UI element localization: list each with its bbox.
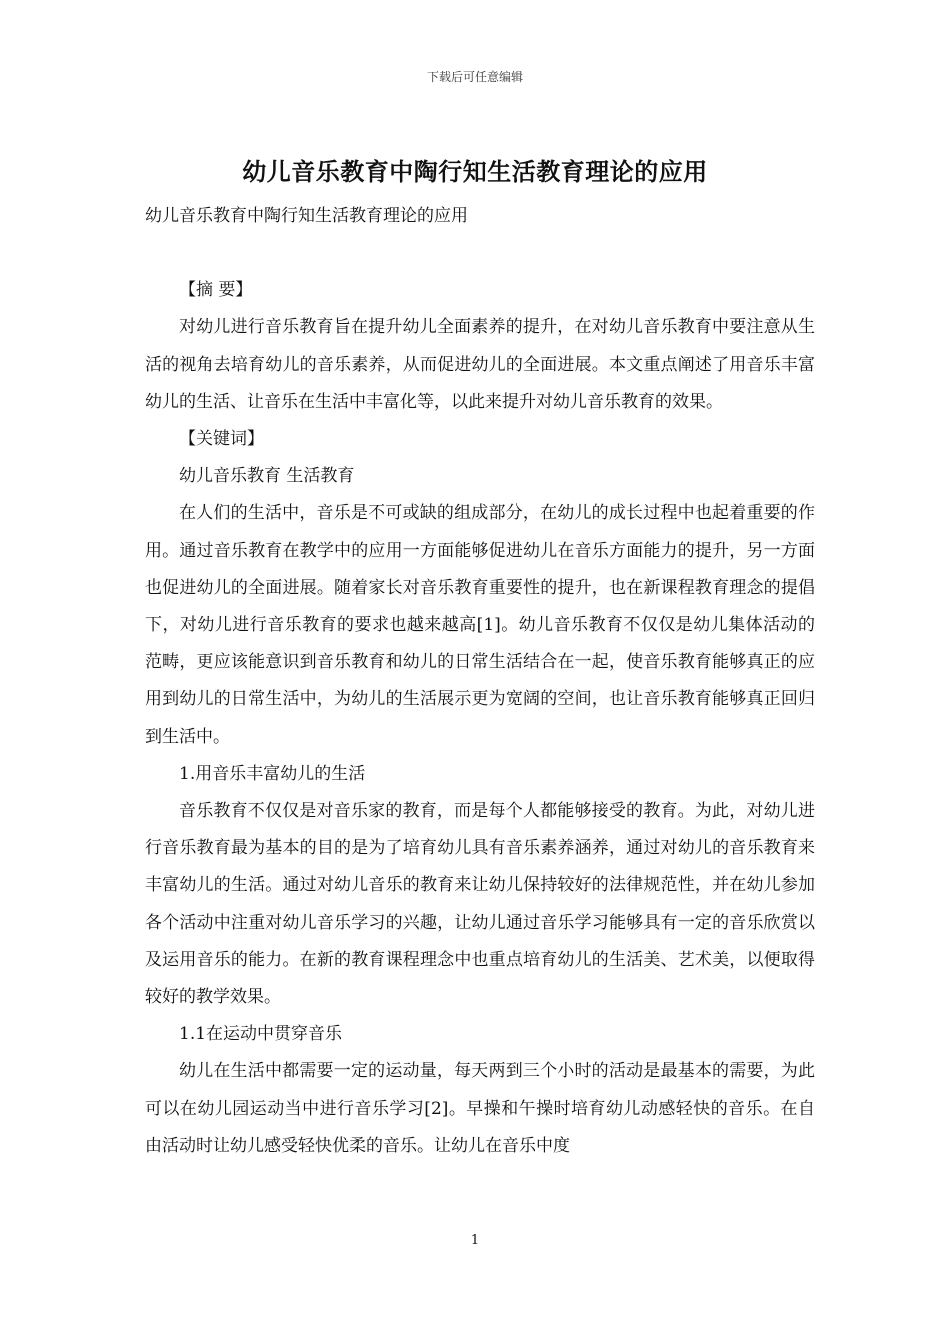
abstract-heading: 【摘 要】 bbox=[179, 280, 253, 301]
page-number: 1 bbox=[470, 1233, 480, 1248]
page-header: 下载后可任意编辑 bbox=[426, 70, 523, 84]
section-1-1-heading: 1.1在运动中贯穿音乐 bbox=[179, 1024, 343, 1045]
keywords-heading: 【关键词】 bbox=[179, 429, 264, 450]
section-1-1-paragraph: 幼儿在生活中都需要一定的运动量，每天两到三个小时的活动是最基本的需要，为此可以在幼儿园运动当中进行音乐学习[2]。早操和午操时培育幼儿动感轻快的音乐。在自由活动时让幼儿感受轻快优柔的音乐。让幼儿在音乐中度 bbox=[145, 1061, 815, 1156]
document-subtitle: 幼儿音乐教育中陶行知生活教育理论的应用 bbox=[145, 206, 468, 226]
document-body bbox=[145, 198, 815, 1165]
section-1-heading: 1.用音乐丰富幼儿的生活 bbox=[179, 763, 366, 784]
intro-paragraph: 在人们的生活中，音乐是不可或缺的组成部分，在幼儿的成长过程中也起着重要的作用。通过音乐教育在教学中的应用一方面能够促进幼儿在音乐方面能力的提升，另一方面也促进幼儿的全面进展。随着家长对音乐教育重要性的提升，也在新课程教育理念的提倡下，对幼儿进行音乐教育的要求也越来越高[1]。幼儿音乐教育不仅仅是幼儿集体活动的范畴，更应该能意识到音乐教育和幼儿的日常生活结合在一起，使音乐教育能够真正的应用到幼儿的日常生活中，为幼儿的生活展示更为宽阔的空间，也让音乐教育能够真正回归到生活中。 bbox=[145, 503, 815, 747]
abstract-body: 对幼儿进行音乐教育旨在提升幼儿全面素养的提升，在对幼儿音乐教育中要注意从生活的视角去培育幼儿的音乐素养，从而促进幼儿的全面进展。本文重点阐述了用音乐丰富幼儿的生活、让音乐在生活中丰富化等，以此来提升对幼儿音乐教育的效果。 bbox=[145, 317, 815, 412]
section-1-paragraph: 音乐教育不仅仅是对音乐家的教育，而是每个人都能够接受的教育。为此，对幼儿进行音乐教育最为基本的目的是为了培育幼儿具有音乐素养涵养，通过对幼儿的音乐教育来丰富幼儿的生活。通过对幼儿音乐的教育来让幼儿保持较好的法律规范性，并在幼儿参加各个活动中注重对幼儿音乐学习的兴趣，让幼儿通过音乐学习能够具有一定的音乐欣赏以及运用音乐的能力。在新的教育课程理念中也重点培育幼儿的生活美、艺术美，以便取得较好的教学效果。 bbox=[145, 801, 815, 1008]
document-title: 幼儿音乐教育中陶行知生活教育理论的应用 bbox=[242, 157, 708, 186]
keywords-body: 幼儿音乐教育 生活教育 bbox=[179, 466, 355, 487]
